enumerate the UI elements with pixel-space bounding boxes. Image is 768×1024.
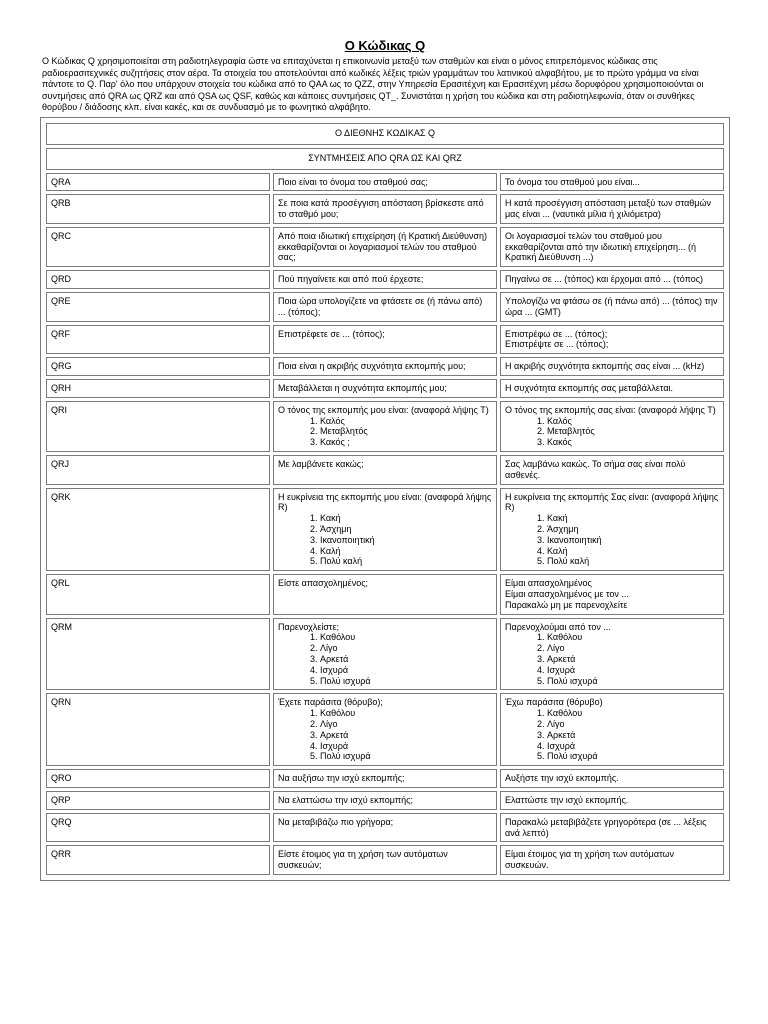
numbered-list — [278, 513, 492, 567]
q-code-cell: QRQ — [46, 813, 270, 843]
question-cell — [273, 173, 497, 192]
question-text: Να αυξήσω την ισχύ εκπομπής; — [278, 773, 405, 784]
table-row — [46, 693, 724, 766]
question-text: Έχετε παράσιτα (θόρυβο); — [278, 697, 383, 708]
list-item: 5. Πολύ καλή — [547, 556, 719, 567]
question-text: Ποια είναι η ακριβής συχνότητα εκπομπής μου; — [278, 361, 466, 372]
q-code-cell: QRN — [46, 693, 270, 766]
answer-cell — [500, 379, 724, 398]
answer-cell — [500, 194, 724, 224]
answer-cell — [500, 325, 724, 355]
question-cell — [273, 769, 497, 788]
table-row — [46, 270, 724, 289]
answer-text: Σας λαμβάνω κακώς. Το σήμα σας είναι πολύ ασθενές. — [505, 459, 686, 480]
question-text: Να μεταβιβάζω πιο γρήγορα; — [278, 816, 394, 827]
question-text: Σε ποια κατά προσέγγιση απόσταση βρίσκεστε από το σταθμό μου; — [278, 198, 484, 220]
answer-text: Έχω παράσιτα (θόρυβο) — [505, 697, 603, 708]
table-row — [46, 173, 724, 192]
q-code-cell: QRF — [46, 325, 270, 355]
table-subtitle-row — [46, 148, 724, 170]
question-cell — [273, 357, 497, 376]
question-cell — [273, 401, 497, 452]
list-item: 4. Καλή — [320, 546, 492, 557]
list-item: 4. Ισχυρά — [320, 665, 492, 676]
question-text: Επιστρέφετε σε ... (τόπος); — [278, 328, 385, 339]
answer-text: Οι λογαριασμοί τελών του σταθμού μου εκκαθαρίζονται από την ιδιωτική επιχείρηση... (ή Κρατική Διεύθυνση ...) — [505, 230, 697, 263]
answer-cell — [500, 574, 724, 614]
intro-paragraph: Ο Κώδικας Q χρησιμοποιείται στη ραδιοτηλεγραφία ώστε να επιταχύνεται η επικοινωνία μεταξύ των σταθμών και είναι ο μόνος επιτρεπόμενος κώδικας στις ραδιοερασιτεχνικές συζητήσεις στον αέρα. Τα στοιχεία του αποτελούνται από κωδικές λέξεις τριών γραμμάτων του λατινικού αλφαβήτου, με το πρώτο γράμμα να είναι πάντοτε το Q. Παρ' όλο που υπάρχουν στοιχεία του κώδικα από το QAA ως το QZZ, στην Υπηρεσία Ερασιτέχνη και Ερασιτέχνη μέσω δορυφόρου χρησιμοποιούνται οι συντμήσεις από QRA ως QRZ και από QSA ως QSF, καθώς και κάποιες συντμήσεις QT_. Συνιστάται η χρήση του κώδικα και στη ραδιοτηλεφωνία, όταν οι συνθήκες θορύβου / διάδοσης κλπ. είναι κακές, και σε συνδυασμό με το φωνητικό αλφάβητο. — [42, 56, 704, 112]
answer-cell — [500, 401, 724, 452]
list-item: 2. Λίγο — [320, 719, 492, 730]
q-code-cell: QRH — [46, 379, 270, 398]
answer-text: Είμαι έτοιμος για τη χρήση των αυτόματων συσκευών. — [505, 849, 675, 871]
answer-text: Η κατά προσέγγιση απόσταση μεταξύ των σταθμών μας είναι ... (ναυτικά μίλια ή χιλιόμετρα) — [505, 198, 711, 220]
q-code-cell: QRP — [46, 791, 270, 810]
numbered-list — [278, 416, 492, 448]
answer-cell — [500, 618, 724, 691]
q-code-cell: QRK — [46, 488, 270, 572]
answer-line: Επιστρέψτε σε ... (τόπος); — [505, 339, 609, 350]
answer-cell — [500, 227, 724, 267]
list-item: 4. Καλή — [547, 546, 719, 557]
list-item: 5. Πολύ ισχυρά — [547, 676, 719, 687]
q-code-cell: QRJ — [46, 455, 270, 485]
list-item: 1. Καθόλου — [320, 708, 492, 719]
list-item: 3. Ικανοποιητική — [320, 535, 492, 546]
page-title: Ο Κώδικας Q — [344, 38, 426, 53]
question-text: Από ποια ιδιωτική επιχείρηση (ή Κρατική Διεύθυνση) εκκαθαρίζονται οι λογαριασμοί τελών του σταθμού σας; — [278, 230, 487, 263]
answer-cell — [500, 292, 724, 322]
answer-line: Είμαι απασχολημένος — [505, 578, 592, 589]
question-text: Ποιο είναι το όνομα του σταθμού σας; — [278, 176, 428, 187]
list-item: 2. Μεταβλητός — [320, 426, 492, 437]
answer-cell — [500, 845, 724, 875]
question-cell — [273, 325, 497, 355]
list-item: 3. Αρκετά — [320, 654, 492, 665]
table-subtitle: ΣΥΝΤΜΗΣΕΙΣ ΑΠΟ QRA ΩΣ ΚΑΙ QRZ — [46, 148, 724, 170]
q-code-cell: QRB — [46, 194, 270, 224]
q-code-cell: QRE — [46, 292, 270, 322]
q-code-cell: QRC — [46, 227, 270, 267]
list-item: 3. Ικανοποιητική — [547, 535, 719, 546]
question-cell — [273, 813, 497, 843]
table-row — [46, 194, 724, 224]
list-item: 5. Πολύ ισχυρά — [547, 751, 719, 762]
table-row — [46, 401, 724, 452]
question-text: Πού πηγαίνετε και από πού έρχεστε; — [278, 274, 424, 285]
list-item: 1. Καθόλου — [320, 632, 492, 643]
question-cell — [273, 379, 497, 398]
question-text: Η ευκρίνεια της εκπομπής μου είναι: (αναφορά λήψης R) — [278, 491, 492, 513]
answer-text: Το όνομα του σταθμού μου είναι... — [505, 176, 640, 187]
answer-cell — [500, 270, 724, 289]
list-item: 1. Καλός — [320, 416, 492, 427]
question-text: Με λαμβάνετε κακώς; — [278, 459, 364, 470]
answer-text: Παρενοχλούμαι από τον ... — [505, 621, 611, 632]
document-page — [40, 38, 730, 881]
list-item: 3. Αρκετά — [320, 730, 492, 741]
question-cell — [273, 194, 497, 224]
question-cell — [273, 488, 497, 572]
list-item: 2. Λίγο — [547, 719, 719, 730]
answer-cell — [500, 455, 724, 485]
answer-line: Επιστρέφω σε ... (τόπος); — [505, 328, 608, 339]
list-item: 1. Κακή — [320, 513, 492, 524]
answer-cell — [500, 357, 724, 376]
table-row — [46, 357, 724, 376]
question-cell — [273, 574, 497, 614]
answer-text: Αυξήστε την ισχύ εκπομπής. — [505, 773, 619, 784]
answer-cell — [500, 173, 724, 192]
list-item: 1. Κακή — [547, 513, 719, 524]
question-text: Μεταβάλλεται η συχνότητα εκπομπής μου; — [278, 383, 447, 394]
list-item: 5. Πολύ καλή — [320, 556, 492, 567]
question-cell — [273, 693, 497, 766]
list-item: 1. Καλός — [547, 416, 719, 427]
answer-text: Παρακαλώ μεταβιβάζετε γρηγορότερα (σε ... λέξεις ανά λεπτό) — [505, 816, 707, 838]
q-code-cell: QRG — [46, 357, 270, 376]
question-text: Ο τόνος της εκπομπής μου είναι: (αναφορά λήψης T) — [278, 404, 489, 415]
table-title: Ο ΔΙΕΘΝΗΣ ΚΩΔΙΚΑΣ Q — [46, 123, 724, 145]
table-row — [46, 488, 724, 572]
answer-text: Πηγαίνω σε ... (τόπος) και έρχομαι από ... (τόπος) — [505, 274, 704, 285]
question-cell — [273, 455, 497, 485]
list-item: 3. Κακός — [547, 437, 719, 448]
list-item: 3. Κακός ; — [320, 437, 492, 448]
table-row — [46, 325, 724, 355]
question-text: Να ελαττώσω την ισχύ εκπομπής; — [278, 794, 413, 805]
question-cell — [273, 292, 497, 322]
answer-text: Η συχνότητα εκπομπής σας μεταβάλλεται. — [505, 383, 674, 394]
table-row — [46, 574, 724, 614]
table-row — [46, 455, 724, 485]
list-item: 4. Ισχυρά — [547, 741, 719, 752]
table-row — [46, 813, 724, 843]
q-code-cell: QRA — [46, 173, 270, 192]
q-code-cell: QRR — [46, 845, 270, 875]
answer-text: Ελαττώστε την ισχύ εκπομπής. — [505, 794, 629, 805]
table-row — [46, 845, 724, 875]
numbered-list — [505, 416, 719, 448]
list-item: 4. Ισχυρά — [547, 665, 719, 676]
answer-cell — [500, 791, 724, 810]
q-code-table — [43, 120, 727, 878]
answer-cell — [500, 488, 724, 572]
list-item: 2. Λίγο — [320, 643, 492, 654]
table-row — [46, 292, 724, 322]
table-row — [46, 618, 724, 691]
question-text: Ποια ώρα υπολογίζετε να φτάσετε σε (ή πάνω από) ... (τόπος); — [278, 296, 483, 317]
list-item: 2. Λίγο — [547, 643, 719, 654]
list-item: 5. Πολύ ισχυρά — [320, 676, 492, 687]
table-row — [46, 769, 724, 788]
q-code-cell: QRM — [46, 618, 270, 691]
numbered-list — [505, 513, 719, 567]
answer-text: Η ακριβής συχνότητα εκπομπής σας είναι ... (kHz) — [505, 361, 705, 372]
q-code-cell: QRO — [46, 769, 270, 788]
list-item: 2. Άσχημη — [320, 524, 492, 535]
list-item: 3. Αρκετά — [547, 730, 719, 741]
question-cell — [273, 270, 497, 289]
question-cell — [273, 227, 497, 267]
numbered-list — [505, 632, 719, 686]
numbered-list — [278, 708, 492, 762]
list-item: 1. Καθόλου — [547, 708, 719, 719]
list-item: 2. Μεταβλητός — [547, 426, 719, 437]
numbered-list — [278, 632, 492, 686]
q-code-table-frame — [40, 117, 730, 881]
question-text: Είστε έτοιμος για τη χρήση των αυτόματων συσκευών; — [278, 849, 448, 871]
q-code-cell: QRL — [46, 574, 270, 614]
table-row — [46, 379, 724, 398]
list-item: 5. Πολύ ισχυρά — [320, 751, 492, 762]
list-item: 2. Άσχημη — [547, 524, 719, 535]
answer-line: Είμαι απασχολημένος με τον ... — [505, 589, 629, 600]
table-title-row — [46, 123, 724, 145]
question-cell — [273, 618, 497, 691]
answer-cell — [500, 693, 724, 766]
q-code-cell: QRI — [46, 401, 270, 452]
table-row — [46, 227, 724, 267]
list-item: 1. Καθόλου — [547, 632, 719, 643]
answer-text: Ο τόνος της εκπομπής σας είναι: (αναφορά λήψης T) — [505, 404, 716, 415]
question-cell — [273, 845, 497, 875]
q-code-cell: QRD — [46, 270, 270, 289]
answer-text: Υπολογίζω να φτάσω σε (ή πάνω από) ... (τόπος) την ώρα ... (GMT) — [505, 296, 718, 317]
answer-text: Η ευκρίνεια της εκπομπής Σας είναι: (αναφορά λήψης R) — [505, 491, 719, 513]
question-text: Είστε απασχολημένος; — [278, 578, 369, 589]
answer-cell — [500, 813, 724, 843]
list-item: 4. Ισχυρά — [320, 741, 492, 752]
list-item: 3. Αρκετά — [547, 654, 719, 665]
question-cell — [273, 791, 497, 810]
numbered-list — [505, 708, 719, 762]
answer-cell — [500, 769, 724, 788]
table-row — [46, 791, 724, 810]
question-text: Παρενοχλείστε; — [278, 621, 339, 632]
answer-line: Παρακαλώ μη με παρενοχλείτε — [505, 599, 628, 610]
